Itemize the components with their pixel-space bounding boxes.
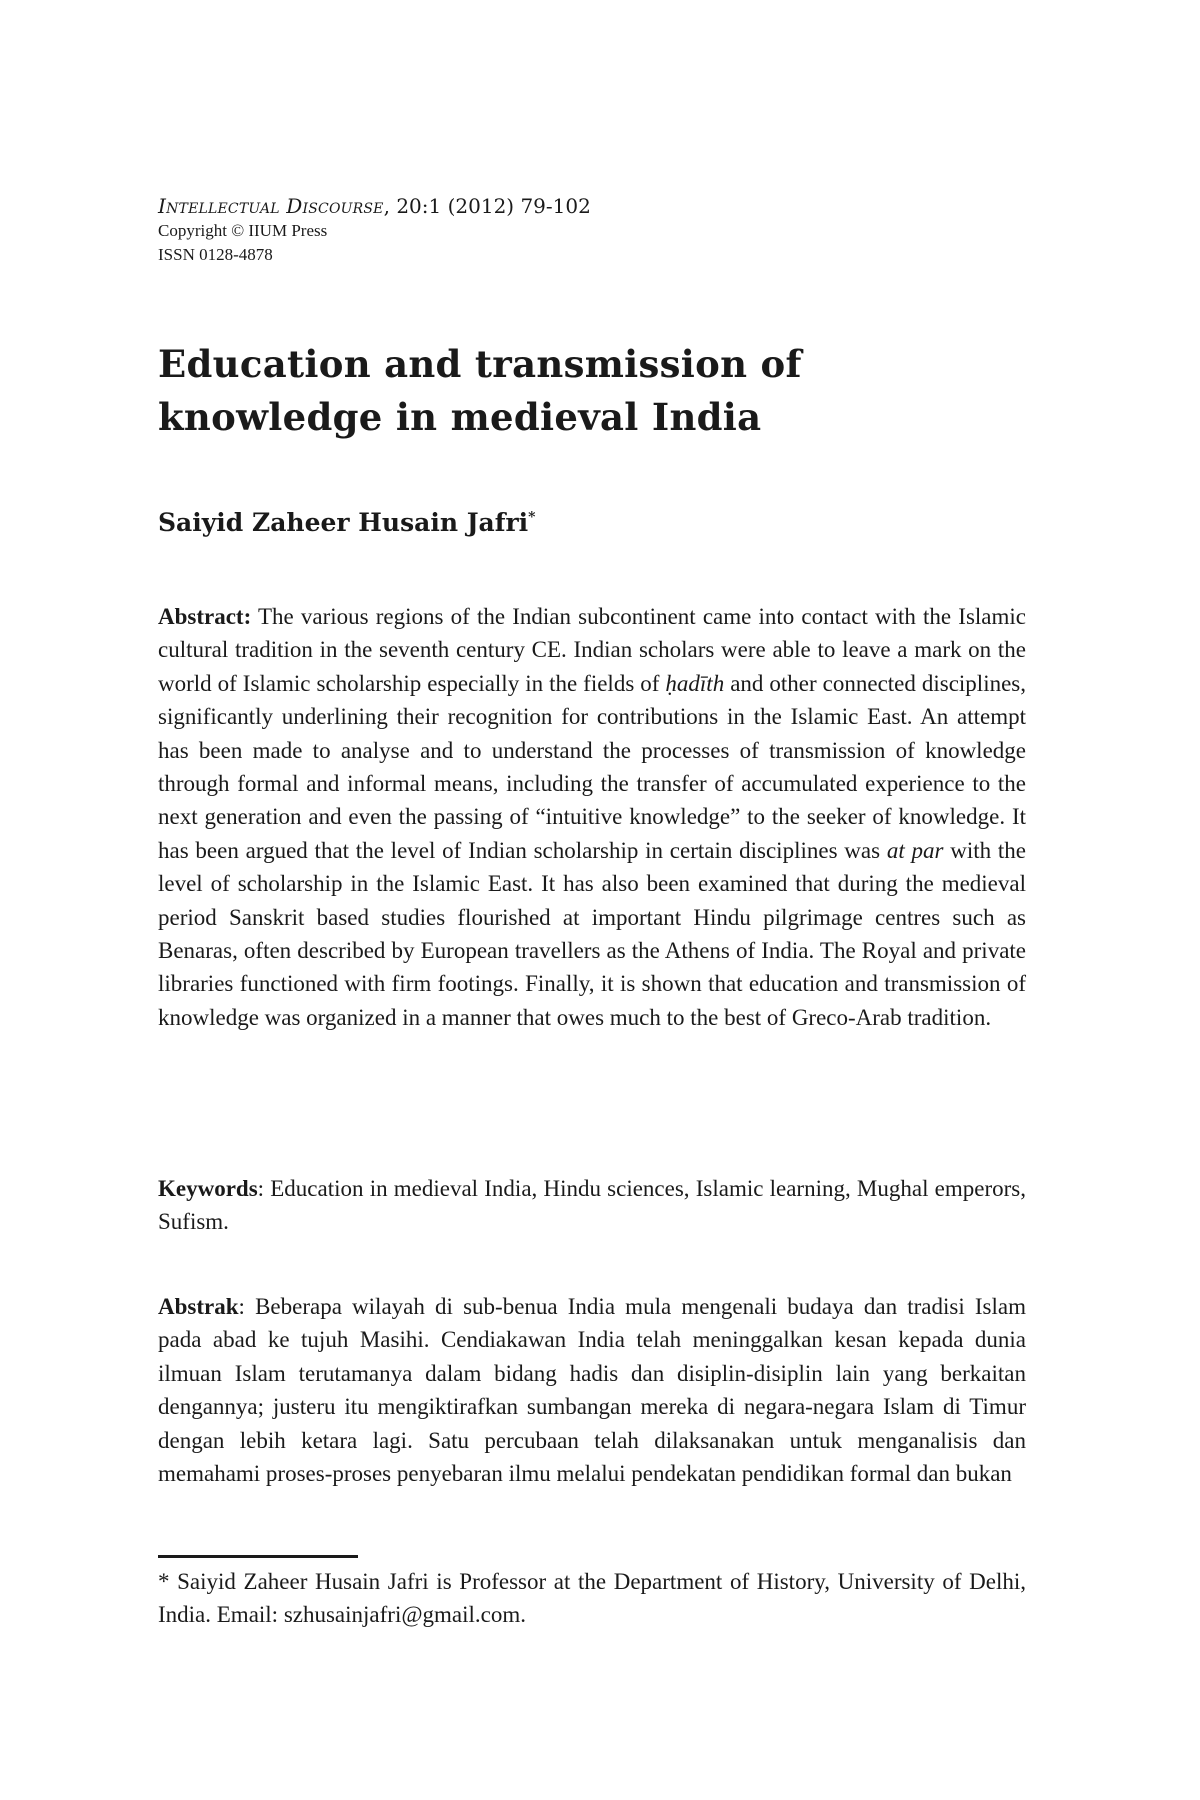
abstract-section: [158, 600, 1026, 1034]
abstract-text-3: with the level of scholarship in the Islamic East. It has also been examined that during the medieval period Sanskrit based studies flourished at important Hindu pilgrimage centres such as Benaras, often described by European travellers as the Athens of India. The Royal and private libraries functioned with firm footings. Finally, it is shown that education and transmission of knowledge was organized in a manner that owes much to the best of Greco-Arab tradition.: [158, 837, 1027, 1030]
author-block: [158, 506, 1026, 540]
keywords-text: : Education in medieval India, Hindu sciences, Islamic learning, Mughal emperors, Sufism.: [158, 1176, 1026, 1235]
issn-line: ISSN 0128-4878: [158, 245, 273, 264]
abstrak-paragraph: [158, 1290, 1026, 1490]
footnote-section: [158, 1565, 1026, 1631]
keywords-paragraph: [158, 1172, 1026, 1239]
abstract-label: Abstract:: [158, 604, 252, 629]
title-block: [158, 338, 1026, 444]
abstract-paragraph: [158, 600, 1026, 1034]
author-footnote-marker: *: [528, 509, 536, 526]
keywords-section: [158, 1172, 1026, 1239]
abstract-italic-at-par: at par: [886, 837, 944, 863]
journal-issue: , 20:1 (2012) 79-102: [383, 194, 591, 218]
abstrak-text: : Beberapa wilayah di sub-benua India mula mengenali budaya dan tradisi Islam pada abad ke tujuh Masihi. Cendiakawan India telah meninggalkan kesan kepada dunia ilmuan Islam terutamanya dalam bidang hadis dan disiplin-disiplin lain yang berkaitan dengannya; justeru itu mengiktirafkan sumbangan mereka di negara-negara Islam di Timur dengan lebih ketara lagi. Satu percubaan telah dilaksanakan untuk menganalisis dan memahami proses-proses penyebaran ilmu melalui pendekatan pendidikan formal dan bukan: [158, 1294, 1026, 1487]
copyright-line: Copyright © IIUM Press: [158, 221, 328, 240]
footnote-divider: [158, 1555, 358, 1558]
author-name: Saiyid Zaheer Husain Jafri: [158, 508, 529, 537]
abstract-text-1: The various regions of the Indian subcontinent came into contact with the Islamic cultural tradition in the seventh century CE. Indian scholars were able to leave a mark on the world of Islamic scholarship especially in the fields of: [158, 604, 1026, 696]
author-footnote: * Saiyid Zaheer Husain Jafri is Professor at the Department of History, University of Delhi, India. Email: szhusainjafri@gmail.com.: [158, 1569, 1026, 1627]
abstract-text-2: and other connected disciplines, significantly underlining their recognition for contributions in the Islamic East. An attempt has been made to analyse and to understand the processes of transmission of knowledge through formal and informal means, including the transfer of accumulated experience to the next generation and even the passing of “intuitive knowledge” to the seeker of knowledge. It has been argued that the level of Indian scholarship in certain disciplines was: [158, 670, 1026, 863]
abstrak-label: Abstrak: [158, 1294, 239, 1319]
author-line: [158, 506, 1026, 540]
abstract-italic-hadith: ḥadīth: [665, 670, 725, 696]
article-title: Education and transmission of knowledge in medieval India: [158, 342, 802, 439]
abstrak-section: [158, 1290, 1026, 1490]
journal-name: Intellectual Discourse: [158, 194, 384, 218]
journal-citation: [158, 193, 1026, 219]
article-header: [158, 193, 1026, 267]
keywords-label: Keywords: [158, 1176, 258, 1201]
